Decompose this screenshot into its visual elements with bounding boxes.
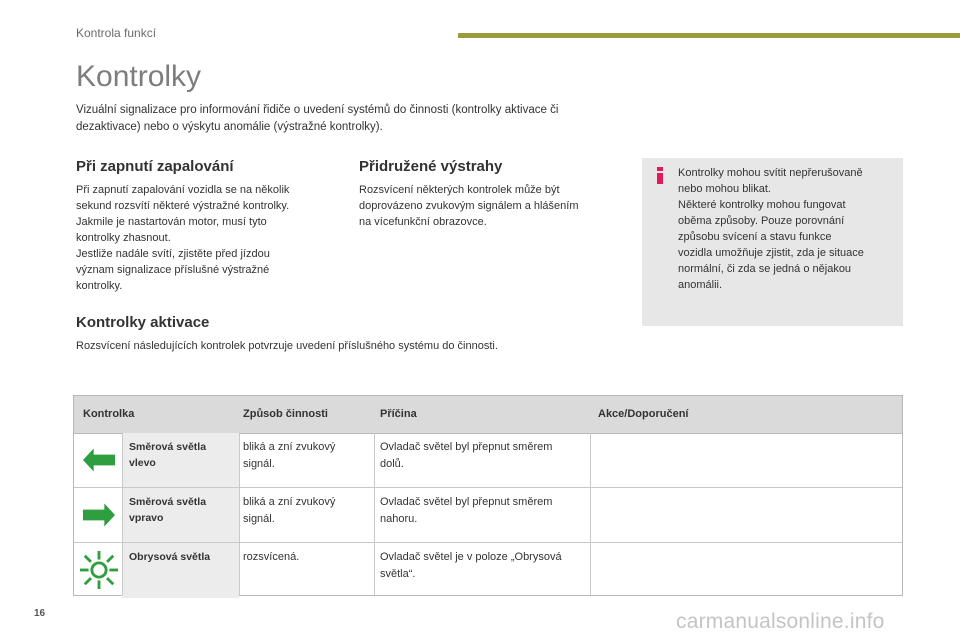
lamp-ray (98, 580, 101, 589)
lamp-ray (109, 569, 118, 572)
cause-cell (380, 494, 552, 528)
text-line: kontrolky zhasnout. (76, 232, 171, 244)
lamp-ray (85, 556, 91, 562)
text-line: Ovladač světel byl přepnut směrem (380, 441, 553, 453)
mode-cell (243, 549, 299, 566)
indicator-name (129, 494, 237, 526)
activation-text: Rozsvícení následujících kontrolek potvrzuje uvedení příslušného systému do činnosti. (76, 340, 498, 352)
mode-cell (243, 494, 335, 528)
lamp-ray (107, 578, 113, 584)
table-header (74, 396, 902, 434)
text-line: sekund rozsvítí některé výstražné kontrolky. (76, 200, 290, 212)
side-lights-icon (80, 551, 118, 589)
table-row (74, 488, 902, 543)
section-header: Kontrola funkcí (76, 26, 157, 40)
icon-cell (74, 488, 122, 542)
text-line: bliká a zní zvukový (243, 441, 336, 453)
header-mode: Způsob činnosti (243, 408, 328, 420)
name-cell (122, 543, 239, 598)
info-icon (654, 167, 666, 184)
text-line: vlevo (129, 457, 156, 469)
text-line: oběma způsoby. Pouze porovnání (678, 215, 845, 227)
info-icon-stem (657, 173, 663, 184)
text-line: doprovázeno zvukovým signálem a hlášením (359, 200, 579, 212)
mode-cell (243, 439, 335, 473)
icon-cell (74, 433, 122, 487)
column-divider (122, 433, 123, 595)
text-line: vozidla umožňuje zjistit, zda je situace (678, 247, 864, 259)
arrow-left-icon (83, 448, 115, 472)
text-line: bliká a zní zvukový (243, 496, 336, 508)
name-cell (122, 433, 239, 487)
text-line: světla“. (380, 568, 416, 580)
cause-cell (380, 549, 562, 583)
text-line: Jestliže nadále svítí, zjistěte před jízdou (76, 248, 270, 260)
text-line: Rozsvícení některých kontrolek může být (359, 184, 560, 196)
text-line: Směrová světla (129, 496, 207, 508)
text-line: dolů. (380, 458, 404, 470)
ignition-text (76, 182, 326, 294)
column-divider (590, 433, 591, 595)
text-line: anomálii. (678, 279, 723, 291)
intro-text: Vizuální signalizace pro informování řidiče o uvedení systémů do činnosti (kontrolky aktivace či dezaktivace) nebo o výskytu anomálie (výstražné kontrolky). (76, 104, 559, 133)
header-action: Akce/Doporučení (598, 408, 689, 420)
text-line: význam signalizace příslušné výstražné (76, 264, 270, 276)
text-line: signál. (243, 458, 275, 470)
header-kontrolka: Kontrolka (83, 408, 135, 420)
text-line: kontrolky. (76, 280, 123, 292)
info-text (678, 165, 893, 293)
icon-cell (74, 543, 122, 598)
indicator-name (129, 549, 237, 565)
indicator-table (73, 395, 903, 596)
activation-heading: Kontrolky aktivace (76, 314, 210, 331)
text-line: rozsvícená. (243, 551, 300, 563)
text-line: Při zapnutí zapalování vozidla se na několik (76, 184, 290, 196)
text-line: Některé kontrolky mohou fungovat (678, 199, 846, 211)
arrow-right-shape (83, 503, 115, 526)
text-line: Obrysová světla (129, 551, 211, 563)
page-number: 16 (34, 608, 46, 619)
text-line: nebo mohou blikat. (678, 183, 771, 195)
lamp-ray (85, 578, 91, 584)
lamp-circle (92, 563, 106, 577)
header-cause: Příčina (380, 408, 417, 420)
text-line: Kontrolky mohou svítit nepřerušovaně (678, 167, 863, 179)
lamp-ray (107, 556, 113, 562)
ignition-heading: Při zapnutí zapalování (76, 158, 234, 175)
text-line: způsobu svícení a stavu funkce (678, 231, 832, 243)
name-cell (122, 488, 239, 542)
table-row (74, 543, 902, 598)
table-row (74, 433, 902, 488)
lamp-ray (80, 569, 89, 572)
text-line: vpravo (129, 512, 164, 524)
arrow-right-icon (83, 503, 115, 527)
indicator-name (129, 439, 237, 471)
text-line: signál. (243, 513, 275, 525)
warnings-heading: Přidružené výstrahy (359, 158, 503, 175)
watermark: carmanualsonline.info (676, 610, 885, 633)
header-accent-bar (458, 33, 960, 38)
text-line: Ovladač světel je v poloze „Obrysová (380, 551, 562, 563)
warnings-text (359, 182, 619, 230)
text-line: nahoru. (380, 513, 418, 525)
text-line: Ovladač světel byl přepnut směrem (380, 496, 553, 508)
page-title: Kontrolky (76, 60, 202, 93)
column-divider (374, 433, 375, 595)
text-line: na vícefunkční obrazovce. (359, 216, 487, 228)
column-divider (239, 433, 240, 595)
lamp-ray (98, 551, 101, 560)
text-line: Směrová světla (129, 441, 207, 453)
text-line: normální, či zda se jedná o nějakou (678, 263, 852, 275)
text-line: Jakmile je nastartován motor, musí tyto (76, 216, 267, 228)
info-icon-dot (657, 167, 663, 171)
arrow-left-shape (83, 448, 115, 471)
cause-cell (380, 439, 552, 473)
